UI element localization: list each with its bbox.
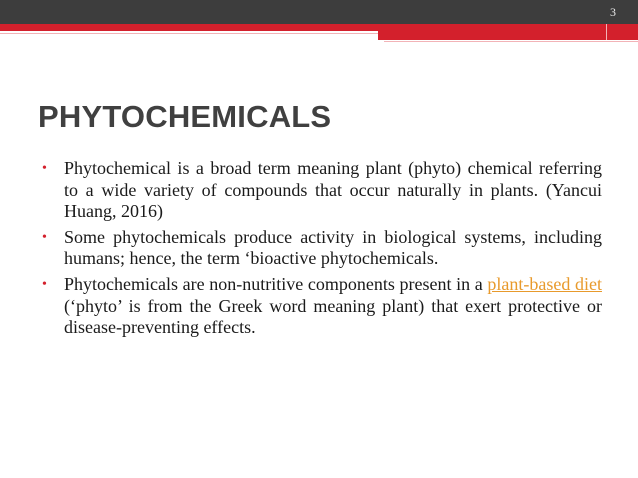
plant-based-diet-link[interactable]: plant-based diet [487,273,602,294]
bullet-item [40,227,602,270]
accent-line [606,24,607,40]
header-bar [0,0,638,24]
bullet-icon: • [42,229,47,245]
accent-line [384,41,638,42]
bullet-text: Some phytochemicals produce activity in biological systems, including humans; hence, the term ‘bioactive phytochemicals. [64,226,602,269]
bullet-text: (‘phyto’ is from the Greek word meaning plant) that exert protective or disease-preventing effects. [64,295,602,338]
accent-line [0,33,378,34]
bullet-text: Phytochemical is a broad term meaning plant (phyto) chemical referring to a wide variety of compounds that occur naturally in plants. (Yancui Huang, 2016) [64,158,602,222]
bullet-item [40,274,602,339]
accent-tab [378,31,638,40]
bullet-list [40,158,602,343]
bullet-icon: • [42,161,47,176]
bullet-icon: • [42,276,47,292]
slide-title: PHYTOCHEMICALS [38,99,332,134]
bullet-item [40,158,602,223]
bullet-text: Phytochemicals are non-nutritive components present in a [64,273,488,294]
accent-bar [0,24,638,31]
slide-number: 3 [610,5,616,19]
